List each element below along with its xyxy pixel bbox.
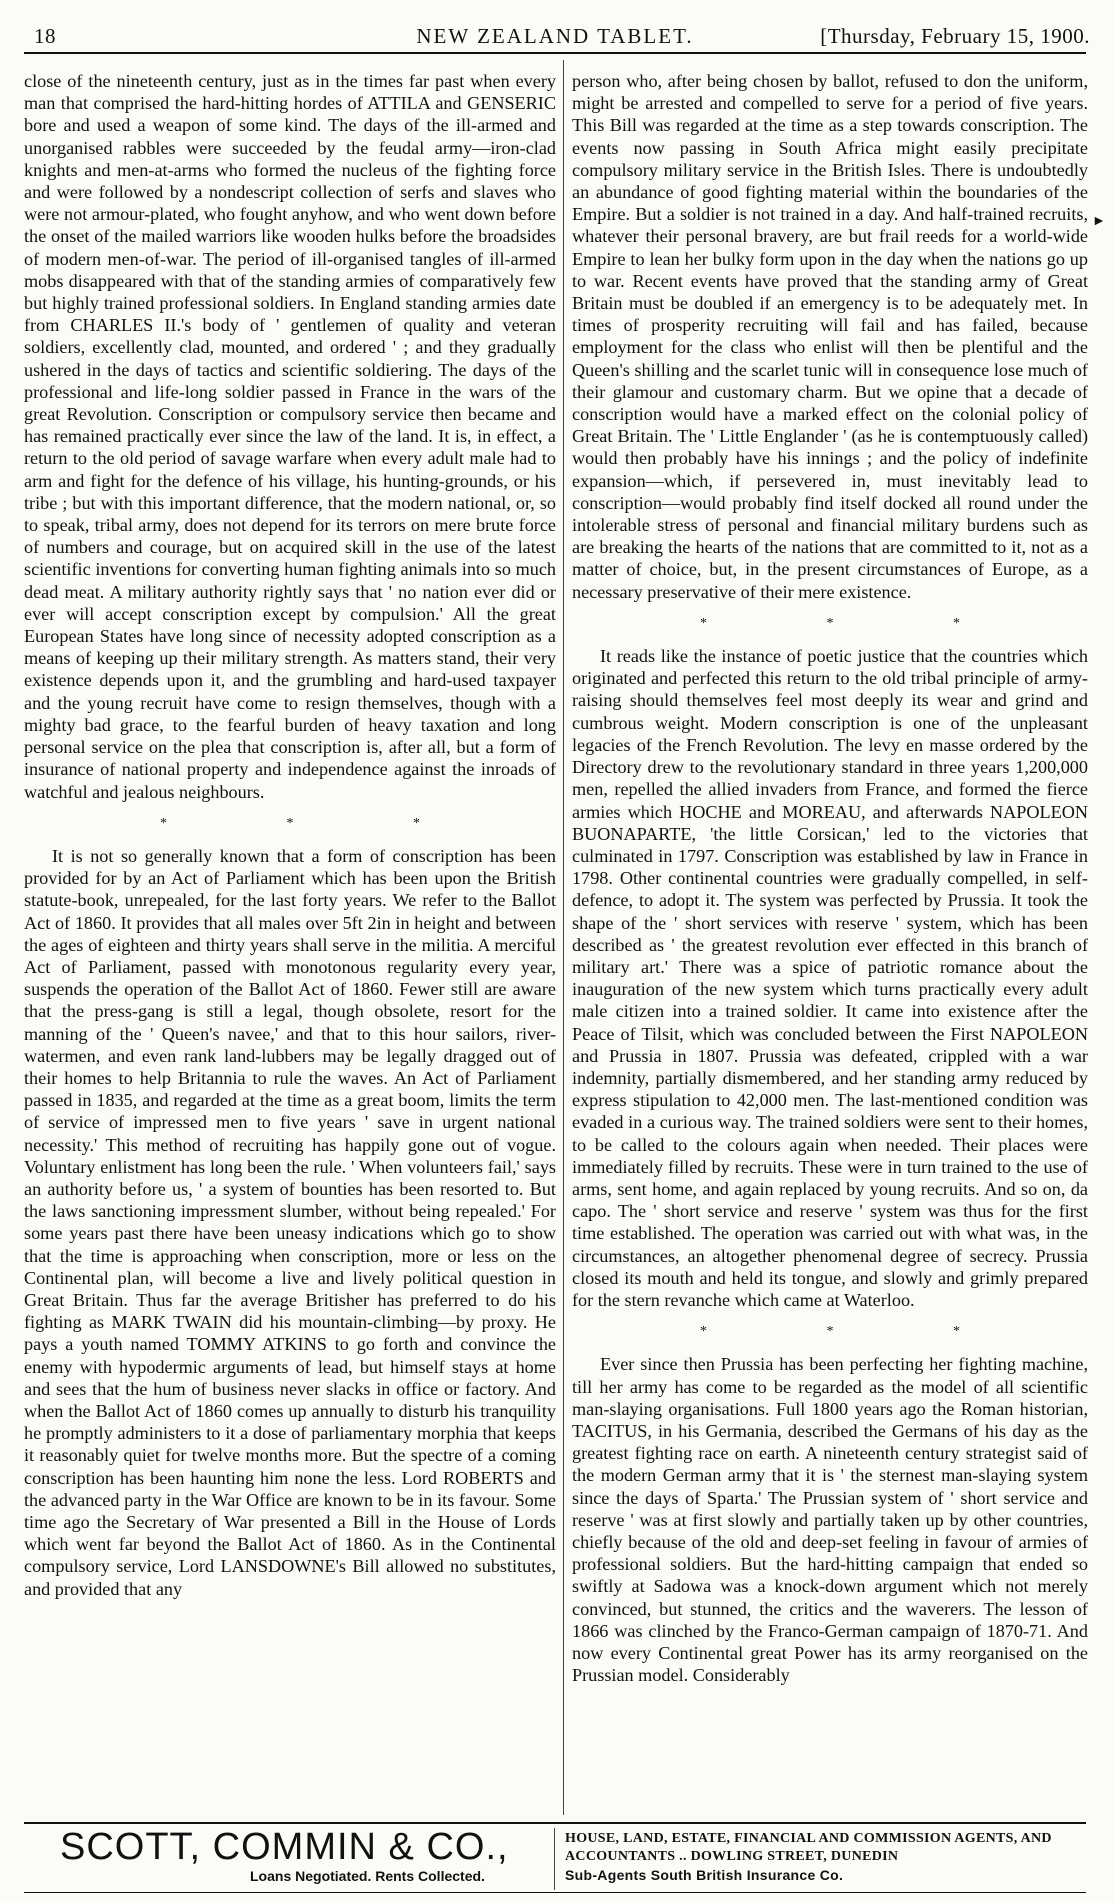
advertisement-details (565, 1830, 1085, 1884)
header-rule (24, 52, 1086, 54)
right-paragraph-1: person who, after being chosen by ballot, refused to don the uniform, might be arrested and compelled to serve for a period of five years. This Bill was regarded at the time as a step towards conscription. The events now passing in South Africa might easily precipitate compulsory military service in the British Isles. There is undoubtedly an abundance of good fighting material within the boundaries of the Empire. But a soldier is not trained in a day. And half-trained recruits, whatever their personal bravery, are but frail reeds for a world-wide Empire to lean her bulky form upon in the day when the nations go up to war. Recent events have proved that the standing army of Great Britain must be doubled if an emergency is to be adequately met. In times of prosperity recruiting will fail and has failed, because employment for the class who enlist will then be plentiful and the Queen's shilling and the scarlet tunic will in consequence lose much of their glamour and customary charm. But we opine that a decade of conscription would have a marked effect on the colonial policy of Great Britain. The ' Little Englander ' (as he is contemptuously called) would then probably have his innings ; and the policy of indefinite expansion—which, if persevered in, must inevitably lead to conscription—would probably find itself docked all round under the intolerable stress of personal and financial military burdens such as are breaking the hearts of the nations that are committed to it, not as a matter of choice, but, in the present circumstances of Europe, as a necessary preservative of their mere existence. (572, 71, 1088, 602)
advertisement-line-address: ACCOUNTANTS .. DOWLING STREET, DUNEDIN (565, 1849, 899, 1864)
right-paragraph-2: It reads like the instance of poetic justice that the countries which originated and perfected this return to the old tribal principle of army-raising should themselves feel most deeply its wear and grind and cumbrous weight. Modern conscription is one of the unpleasant legacies of the French Revolution. The levy en masse ordered by the Directory drew to the revolutionary standard in three years 1,200,000 men, repelled the allied invaders from France, and formed the fierce armies which HOCHE and MOREAU, and afterwards NAPOLEON BUONAPARTE, 'the little Corsican,' led to the victories that culminated in 1797. Conscription was established by law in France in 1798. Other continental countries were gradually compelled, in self-defence, to adopt it. The system was perfected by Prussia. It took the shape of the ' short services with reserve ' system, which has been described as ' the greatest revolution ever effected in this branch of military art.' There was a spice of patriotic romance about the inauguration of the new system which turns practically every adult male citizen into a trained soldier. It came into existence after the Peace of Tilsit, which was concluded between the First NAPOLEON and Prussia in 1807. Prussia was defeated, crippled with a war indemnity, partially dismembered, and her standing army reduced by express stipulation to 42,000 men. The last-mentioned condition was evaded in a curious way. The trained soldiers were sent to their homes, to be called to the colours again when needed. Their places were immediately filled by recruits. These were in turn trained to the use of arms, sent home, and again replaced by young recruits. And so on, da capo. The ' short service and reserve ' system was thus for the first time established. The operation was carried out with what was, in the circumstances, an altogether phenomenal degree of secrecy. Prussia closed its mouth and held its tongue, and slowly and grimly prepared for the stern revanche which came at Waterloo. (572, 646, 1088, 1310)
page-number: 18 (34, 24, 56, 48)
margin-pointer-icon: ► (1092, 214, 1106, 229)
section-divider-stars: * * * (160, 815, 478, 831)
right-column (572, 70, 1088, 1815)
advertisement-line-agents: HOUSE, LAND, ESTATE, FINANCIAL AND COMMISSION AGENTS, AND (565, 1831, 1052, 1846)
section-divider-stars: * * * (700, 1324, 1018, 1340)
advertisement-firm-name: SCOTT, COMMIN & CO., (60, 1826, 509, 1868)
masthead-title: NEW ZEALAND TABLET. (416, 24, 694, 48)
advertisement-rule-bottom (24, 1892, 1086, 1893)
advertisement-line-insurance: Sub-Agents South British Insurance Co. (565, 1867, 844, 1883)
left-column (24, 70, 556, 1815)
column-divider (563, 60, 564, 1815)
left-paragraph-2: It is not so generally known that a form of conscription has been provided for by an Act of Parliament which has been upon the British statute-book, unrepealed, for the last forty years. We refer to the Ballot Act of 1860. It provides that all males over 5ft 2in in height and between the ages of eighteen and thirty years shall serve in the militia. A merciful Act of Parliament, passed with monotonous regularity every year, suspends the operation of the Ballot Act of 1860. Fewer still are aware that the press-gang is still a legal, though obsolete, resort for the manning of the ' Queen's navee,' and that to this hour sailors, river-watermen, and even rank land-lubbers may be legally dragged out of their homes to help Britannia to rule the waves. An Act of Parliament passed in 1835, and regarded at the time as a great boom, limits the term of service of impressed men to five years ' save in urgent national necessity.' This method of recruiting has happily gone out of vogue. Voluntary enlistment has long been the rule. ' When volunteers fail,' says an authority before us, ' a system of bounties has been resorted to. But the laws sanctioning impressment slumber, without being repealed.' For some years past there have been uneasy indications which go to show that the time is approaching when conscription, more or less on the Continental plan, will become a live and lively political question in Great Britain. Thus far the average Britisher has preferred to do his fighting as MARK TWAIN did his mountain-climbing—by proxy. He pays a youth named TOMMY ATKINS to go forth and convince the enemy with hypodermic arguments of lead, but himself stays at home and sees that the hum of business never slacks in office or factory. And when the Ballot Act of 1860 comes up annually to disturb his tranquility he promptly administers to it a dose of parliamentary morphia that keeps it reasonably quiet for twelve months more. But the spectre of a coming conscription has been haunting him none the less. Lord ROBERTS and the advanced party in the War Office are known to be in its favour. Some time ago the Secretary of War presented a Bill in the House of Lords which went far beyond the Ballot Act of 1860. As in the Continental compulsory service, Lord LANSDOWNE's Bill allowed no substitutes, and provided that any (24, 845, 556, 1599)
right-paragraph-3: Ever since then Prussia has been perfecting her fighting machine, till her army has come to be regarded as the model of all scientific man-slaying organisations. Full 1800 years ago the Roman historian, TACITUS, in his Germania, described the Germans of his day as the greatest fighting race on earth. A nineteenth century strategist said of the modern German army that it is ' the sternest man-slaying system since the days of Sparta.' The Prussian system of ' short service and reserve ' was at first slowly and partially taken up by other countries, chiefly because of the old and deep-set feeling in favour of armies of professional soldiers. But the hard-hitting campaign that ended so swiftly at Sadowa was a knock-down argument which not merely convinced, but stunned, the critics and the waverers. The lesson of 1866 was clinched by the Franco-German campaign of 1870-71. And now every Continental great Power has its army reorganised on the Prussian model. Considerably (572, 1354, 1088, 1686)
page-header (20, 24, 1090, 52)
advertisement-divider (554, 1828, 555, 1890)
section-divider-stars: * * * (700, 615, 1018, 631)
left-paragraph-1: close of the nineteenth century, just as in the times far past when every man that comprised the hard-hitting hordes of ATTILA and GENSERIC bore and used a weapon of some kind. The days of the ill-armed and unorganised rabbles were succeeded by the feudal army—iron-clad knights and men-at-arms who formed the nucleus of the fighting force and were followed by a nondescript collection of serfs and slaves who were not armour-plated, who fought anyhow, and who went down before the onset of the mailed warriors like wooden hulks before the broadsides of modern men-of-war. The period of ill-organised tangles of ill-armed mobs disappeared with that of the standing armies of comparatively few but highly trained professional soldiers. In England standing armies date from CHARLES II.'s body of ' gentlemen of quality and veteran soldiers, excellently clad, mounted, and ordered ' ; and they gradually ushered in the days of tactics and scientific soldiering. The days of the professional and life-long soldier passed in France in the wars of the great Revolution. Conscription or compulsory service then became and has remained practically ever since the law of the land. It is, in effect, a return to the old period of savage warfare when every adult male had to arm and fight for the defence of his village, his hunting-grounds, or his tribe ; but with this important difference, that the modern national, or, so to speak, tribal army, does not depend for its terrors on mere brute force of numbers and courage, but on acquired skill in the use of the latest scientific inventions for converting human fighting animals into so much dead meat. A military authority rightly says that ' no nation ever did or ever will accept conscription except by compulsion.' All the great European States have long since of necessity adopted conscription as a means of keeping up their military strength. As matters stand, their very existence depends upon it, and the grumbling and hard-used taxpayer and the young recruit have come to resign themselves, though with a mighty bad grace, to the fearful burden of heavy taxation and long personal service on the plea that conscription is, after all, but a form of insurance of national property and independence against the inroads of watchful and jealous neighbours. (24, 71, 556, 802)
issue-date: [Thursday, February 15, 1900. (820, 24, 1090, 48)
advertisement-services: Loans Negotiated. Rents Collected. (250, 1868, 485, 1884)
advertisement-rule-top (24, 1822, 1086, 1824)
advertisement-firm-block (60, 1826, 560, 1884)
